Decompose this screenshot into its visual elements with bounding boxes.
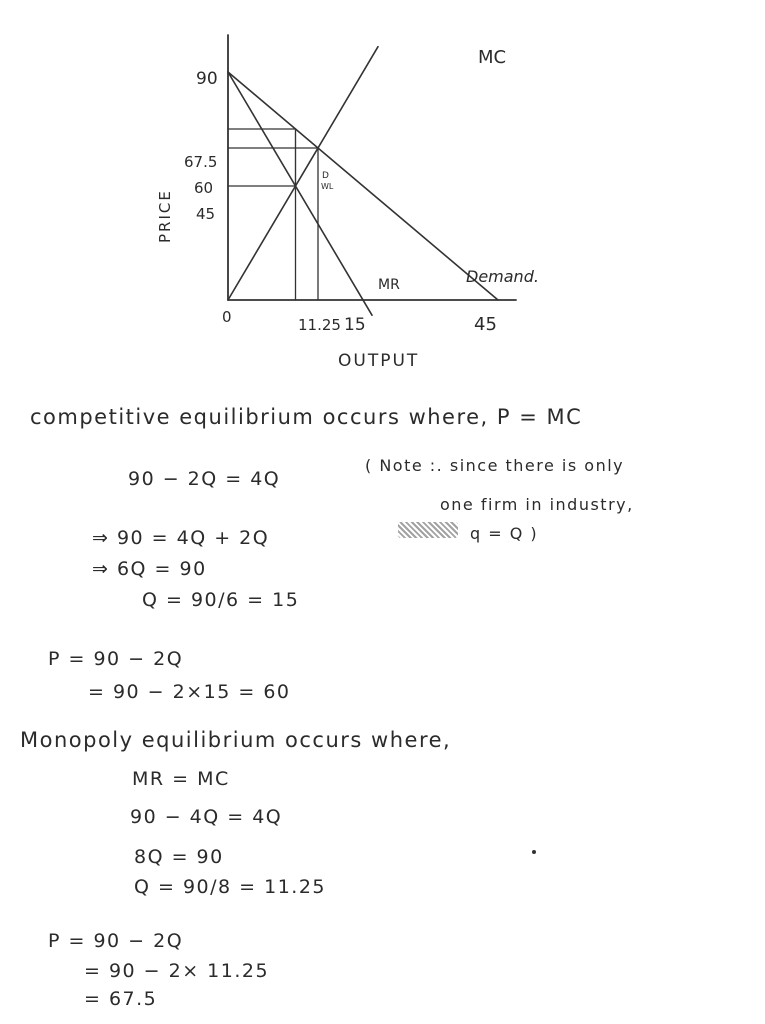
dwl-label-d: D bbox=[322, 171, 329, 181]
y-tick-60: 60 bbox=[194, 179, 214, 197]
monopoly-equation-1: MR = MC bbox=[132, 768, 230, 790]
stray-dot bbox=[532, 850, 536, 854]
competitive-price-1: P = 90 − 2Q bbox=[48, 648, 184, 670]
x-tick-45: 45 bbox=[474, 314, 497, 335]
monopoly-equation-4: Q = 90/8 = 11.25 bbox=[134, 876, 327, 898]
x-tick-11-25: 11.25 bbox=[298, 316, 341, 334]
x-axis-title: OUTPUT bbox=[338, 351, 420, 371]
monopoly-equation-3: 8Q = 90 bbox=[134, 846, 224, 868]
demand-label: Demand. bbox=[466, 267, 539, 286]
origin-label: 0 bbox=[222, 308, 232, 326]
scribble-mark bbox=[398, 522, 458, 538]
competitive-equation-4: Q = 90/6 = 15 bbox=[142, 589, 300, 611]
monopoly-heading: Monopoly equilibrium occurs where, bbox=[20, 728, 452, 752]
monopoly-price-2: = 90 − 2× 11.25 bbox=[84, 960, 270, 982]
competitive-equation-2: ⇒ 90 = 4Q + 2Q bbox=[92, 527, 270, 549]
competitive-equation-3: ⇒ 6Q = 90 bbox=[92, 558, 207, 580]
dwl-label-wl: WL bbox=[321, 182, 334, 191]
note-line-1: ( Note :. since there is only bbox=[365, 456, 625, 475]
note-line-3: q = Q ) bbox=[470, 524, 539, 543]
monopoly-equation-2: 90 − 4Q = 4Q bbox=[130, 806, 283, 828]
mr-curve bbox=[228, 72, 372, 315]
mr-label: MR bbox=[378, 277, 400, 293]
economics-graph bbox=[0, 0, 765, 390]
x-tick-15: 15 bbox=[344, 315, 366, 335]
note-line-2: one firm in industry, bbox=[440, 495, 634, 514]
competitive-price-2: = 90 − 2×15 = 60 bbox=[88, 681, 291, 703]
competitive-heading: competitive equilibrium occurs where, P = MC bbox=[30, 405, 583, 429]
y-tick-67-5: 67.5 bbox=[184, 153, 218, 171]
competitive-equation-1: 90 − 2Q = 4Q bbox=[128, 468, 281, 490]
monopoly-price-1: P = 90 − 2Q bbox=[48, 930, 184, 952]
monopoly-price-3: = 67.5 bbox=[84, 988, 158, 1010]
y-tick-45: 45 bbox=[196, 205, 216, 223]
y-axis-title: PRICE bbox=[156, 189, 174, 243]
mc-label: MC bbox=[478, 47, 507, 68]
y-tick-90: 90 bbox=[196, 69, 218, 89]
